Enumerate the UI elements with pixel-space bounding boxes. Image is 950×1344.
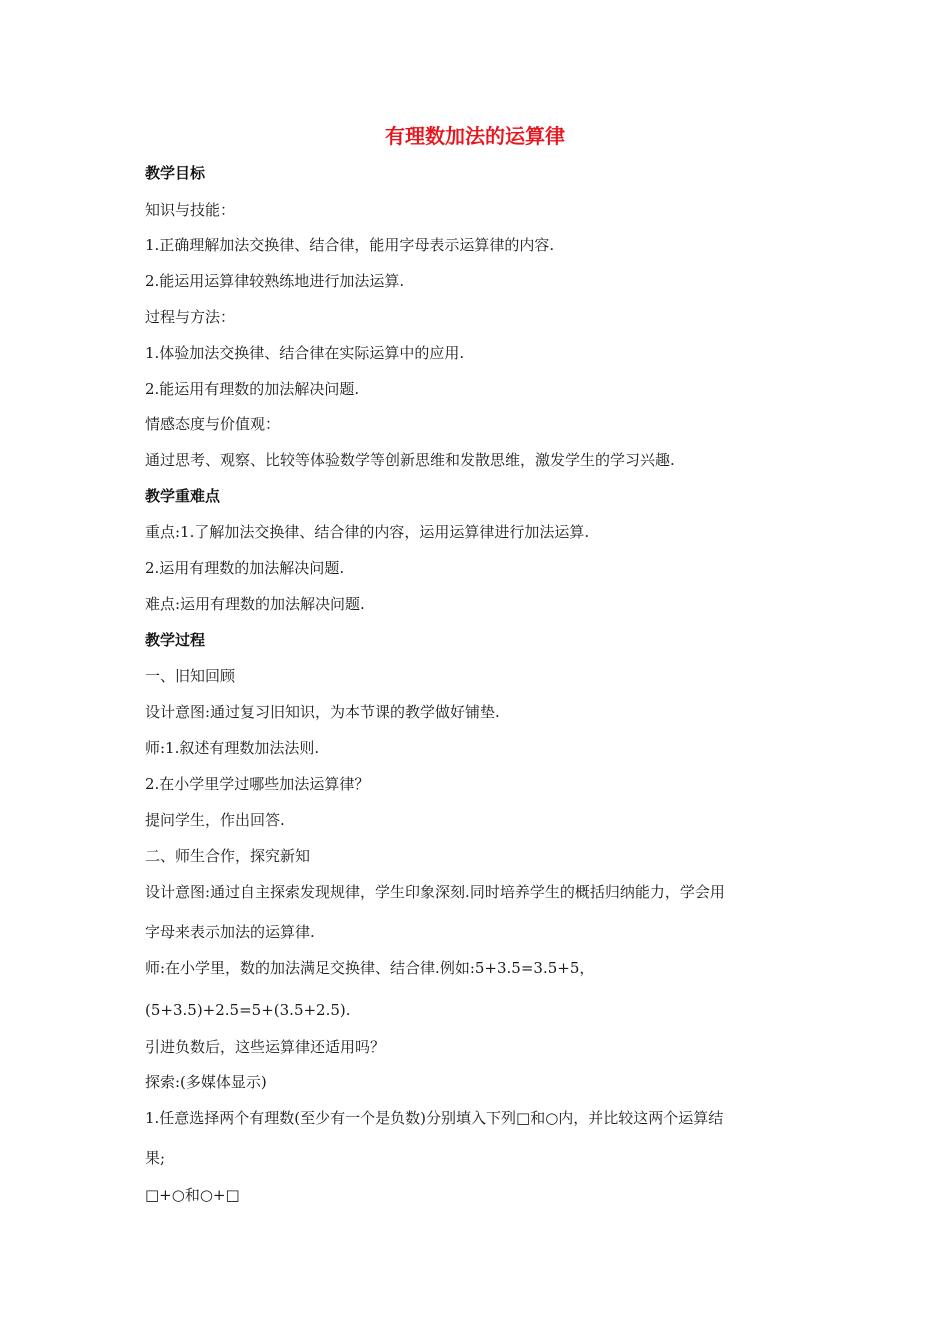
- paragraph: 二、师生合作，探究新知: [145, 847, 311, 865]
- paragraph: 果;: [145, 1149, 166, 1167]
- section-heading-objectives: 教学目标: [145, 164, 206, 182]
- section-heading-key-points: 教学重难点: [145, 487, 221, 505]
- paragraph: 2.能运用运算律较熟练地进行加法运算.: [145, 272, 405, 290]
- paragraph: 2.在小学里学过哪些加法运算律？: [145, 775, 370, 793]
- paragraph: 师:在小学里，数的加法满足交换律、结合律.例如:5+3.5=3.5+5，: [145, 959, 595, 977]
- paragraph: 通过思考、观察、比较等体验数学等创新思维和发散思维，激发学生的学习兴趣.: [145, 451, 675, 469]
- paragraph: 师:1.叙述有理数加法法则.: [145, 739, 320, 757]
- paragraph: 字母来表示加法的运算律.: [145, 923, 315, 941]
- paragraph: (5+3.5)+2.5=5+(3.5+2.5).: [145, 1001, 351, 1019]
- paragraph: 提问学生，作出回答.: [145, 811, 285, 829]
- paragraph: 重点:1.了解加法交换律、结合律的内容，运用运算律进行加法运算.: [145, 523, 590, 541]
- paragraph: 探索:(多媒体显示): [145, 1073, 267, 1091]
- paragraph: 引进负数后，这些运算律还适用吗？: [145, 1038, 386, 1056]
- paragraph: 知识与技能：: [145, 201, 236, 219]
- paragraph: 1.任意选择两个有理数(至少有一个是负数)分别填入下列□和○内，并比较这两个运算结: [145, 1109, 724, 1127]
- paragraph: 设计意图:通过复习旧知识，为本节课的教学做好铺垫.: [145, 703, 500, 721]
- paragraph: 过程与方法：: [145, 308, 236, 326]
- paragraph: 1.正确理解加法交换律、结合律，能用字母表示运算律的内容.: [145, 236, 555, 254]
- paragraph: □+○和○+□: [145, 1186, 240, 1204]
- paragraph: 2.运用有理数的加法解决问题.: [145, 559, 345, 577]
- paragraph: 情感态度与价值观：: [145, 415, 281, 433]
- paragraph: 一、旧知回顾: [145, 667, 236, 685]
- paragraph: 1.体验加法交换律、结合律在实际运算中的应用.: [145, 344, 465, 362]
- paragraph: 难点:运用有理数的加法解决问题.: [145, 595, 365, 613]
- paragraph: 2.能运用有理数的加法解决问题.: [145, 380, 360, 398]
- section-heading-process: 教学过程: [145, 631, 206, 649]
- document-title: 有理数加法的运算律: [385, 124, 565, 148]
- paragraph: 设计意图:通过自主探索发现规律，学生印象深刻.同时培养学生的概括归纳能力，学会用: [145, 883, 725, 901]
